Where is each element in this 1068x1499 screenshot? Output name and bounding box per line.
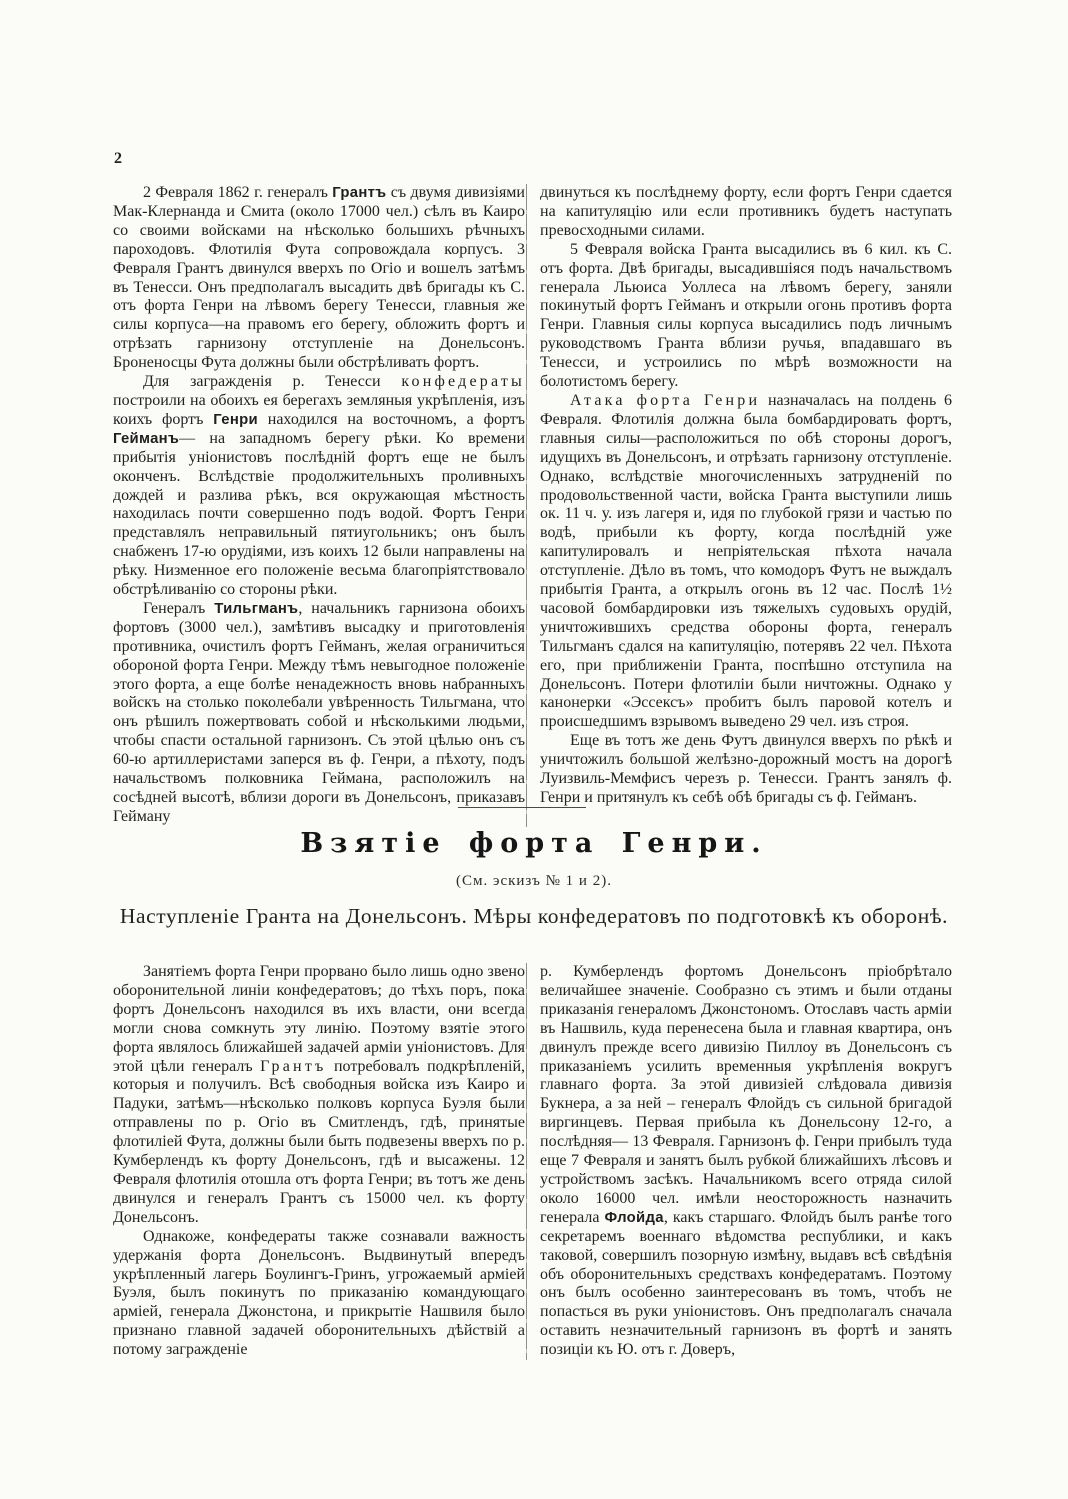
- paragraph: [113, 963, 525, 1228]
- body-text: Еще въ тотъ же день Футъ двинулся вверхъ по рѣкѣ и уничтожилъ большой желѣзно-дорожный мостъ на дорогѣ Луизвиль-Мемфисъ черезъ р. Тенесси. Грантъ занялъ ф. Генри и притянулъ къ себѣ обѣ бригады съ ф. Гейманъ.: [540, 732, 952, 806]
- chapter-title: Взятіе форта Генри.: [300, 828, 768, 859]
- emphasized-text: Атака форта Генри: [570, 391, 761, 409]
- emphasized-text: Грантъ: [332, 185, 387, 201]
- emphasized-text: Флойда: [604, 1209, 664, 1226]
- emphasized-text: Тильгманъ: [214, 600, 299, 617]
- paragraph: [540, 392, 952, 732]
- page-number: 2: [114, 150, 122, 167]
- body-text: 2 Февраля 1862 г. генералъ: [143, 184, 333, 201]
- body-text: , какъ старшаго. Флойдъ былъ ранѣе того секретаремъ военнаго вѣдомства республики, и какъ таковой, совершилъ позорную измѣну, выдавъ всѣ свѣдѣнія объ оборонительныхъ средствахъ конфедератамъ. Поэтому онъ былъ особенно заинтересованъ въ томъ, чтобъ не попасться въ руки уніонистовъ. Онъ предполагалъ сначала оставить незначительный гарнизонъ въ фортѣ и занять позиціи къ Ю. отъ г. Доверъ,: [540, 1208, 952, 1359]
- emphasized-text: Генри: [213, 411, 258, 428]
- section-heading: Наступленіе Гранта на Донельсонъ. Мѣры конфедератовъ по подготовкѣ къ оборонѣ.: [119, 904, 949, 928]
- paragraph: [540, 963, 952, 1360]
- paragraph: [113, 1228, 525, 1360]
- paragraph: [113, 373, 525, 600]
- top-right-column: [540, 184, 952, 827]
- body-text: — на западномъ берегу рѣки. Ко времени прибытія уніонистовъ послѣдній фортъ еще не былъ оконченъ. Вслѣдствіе продолжительныхъ проливныхъ дождей и разлива рѣкъ, вся окружающая мѣстность находилась почти совершенно подъ водой. Фортъ Генри представлялъ неправильный пятиугольникъ; онъ былъ снабженъ 17-ю орудіями, изъ коихъ 12 были направлены на рѣку. Низменное его положеніе весьма благопріятствовало обстрѣливанію со стороны рѣки.: [113, 429, 525, 599]
- emphasized-text: конфедераты: [401, 373, 525, 391]
- body-text: Для загражденія р. Тенесси: [143, 373, 402, 391]
- body-text: построили на обоихъ ея берегахъ земляныя укрѣпленія, изъ коихъ фортъ: [113, 391, 525, 428]
- body-text: , начальникъ гарнизона обоихъ фортовъ (3000 чел.), замѣтивъ высадку и приготовленія противника, очистилъ фортъ Гейманъ, желая ограничиться обороной форта Генри. Между тѣмъ невыгодное положеніе этого форта, а еще болѣе ненадежность вновь набранныхъ войскъ на столько поколебали увѣренность Тильгмана, что онъ рѣшилъ пожертвовать собой и нѣсколькими людьми, чтобы спасти остальной гарнизонъ. Съ этой цѣлью онъ съ 60-ю артиллеристами заперся въ ф. Генри, а пѣхоту, подъ начальствомъ полковника Геймана, расположилъ на сосѣдней высотѣ, вблизи дороги въ Донельсонъ, приказавъ Гейману: [113, 599, 526, 825]
- emphasized-text: Грантъ: [260, 1057, 327, 1075]
- body-text: двинуться къ послѣднему форту, если фортъ Генри сдается на капитуляцію или если противникъ будетъ наступать превосходными силами.: [540, 184, 952, 239]
- bottom-right-column: [540, 963, 952, 1360]
- body-text: р. Кумберлендъ фортомъ Донельсонъ пріобрѣтало величайшее значеніе. Сообразно съ этимъ и были отданы приказанія генераломъ Джонстономъ. Отославъ часть арміи въ Нашвиль, куда перенесена была и главная квартира, онъ двинулъ прежде всего дивизію Пиллоу въ Донельсонъ съ приказаніемъ усилить временныя укрѣпленія вокругъ главнаго форта. За этой дивизіей слѣдовала дивизія Букнера, а за ней – генералъ Флойдъ съ сильной бригадой виргинцевъ. Первая прибыла къ Донельсону 12-го, а послѣдняя— 13 Февраля. Гарнизонъ ф. Генри прибылъ туда еще 7 Февраля и занятъ былъ рубкой ближайшихъ лѣсовъ и устройствомъ засѣкъ. Начальникомъ всего отряда силой около 16000 чел. имѣли неосторожность назначить генерала: [540, 963, 952, 1226]
- body-text: потребовалъ подкрѣпленій, которыя и получилъ. Всѣ свободныя войска изъ Каиро и Падуки, затѣмъ—нѣсколько полковъ корпуса Буэля были отправлены по р. Огіо въ Смитлендъ, гдѣ, принятые флотиліей Фута, должны были быть подвезены вверхъ по р. Кумберлендъ къ форту Донельсонъ, гдѣ и высажены. 12 Февраля флотилія отошла отъ форта Генри; въ тотъ же день двинулся и генералъ Грантъ съ 15000 чел. къ форту Донельсонъ.: [113, 1057, 526, 1226]
- top-left-column: [113, 184, 525, 827]
- paragraph: [113, 600, 525, 827]
- column-divider-rule: [526, 184, 527, 827]
- body-text: съ двумя дивизіями Мак-Клернанда и Смита (около 17000 чел.) сѣлъ въ Каиро со своими войсками на нѣсколько большихъ рѣчныхъ пароходовъ. Флотилія Фута сопровождала корпусъ. 3 Февраля Грантъ двинулся вверхъ по Огіо и вошелъ затѣмъ въ Тенесси. Онъ предполагалъ высадить двѣ бригады къ С. отъ форта Генри на лѣвомъ берегу Тенесси, главныя же силы корпуса—на правомъ его берегу, обложить фортъ и отрѣзать гарнизону отступленіе на Донельсонъ. Броненосцы Фута должны были обстрѣливать фортъ.: [113, 184, 525, 372]
- body-text: Однакоже, конфедераты также сознавали важность удержанія форта Донельсонъ. Выдвинутый впередъ укрѣпленный лагерь Боулингъ-Гринъ, угрожаемый арміей Буэля, былъ покинутъ по приказанію командующаго арміей, генерала Джонстона, и прикрытіе Нашвиля было признано главной задачей оборонительныхъ дѣйствій а потому загражденіе: [113, 1227, 525, 1359]
- paragraph: [540, 184, 952, 241]
- paragraph: [540, 732, 952, 808]
- bottom-text-section: [113, 963, 953, 1360]
- bottom-left-column: [113, 963, 525, 1360]
- body-text: 5 Февраля войска Гранта высадились въ 6 кил. къ С. отъ форта. Двѣ бригады, высадившіяся подъ начальствомъ генерала Льюиса Уоллеса на лѣвомъ берегу, заняли покинутый фортъ Гейманъ и открыли огонь противъ форта Генри. Главныя силы корпуса высадились подъ личнымъ руководствомъ Гранта вблизи ручья, впадавшаго въ Тенесси, и устроились по мѣрѣ возможности на болотистомъ берегу.: [540, 240, 952, 391]
- body-text: Занятіемъ форта Генри прорвано было лишь одно звено оборонительной линіи конфедератовъ; до тѣхъ поръ, пока фортъ Донельсонъ находился въ ихъ власти, они всегда могли снова сомкнуть эту линію. Поэтому взятіе этого форта являлось ближайшей задачей арміи уніонистовъ. Для этой цѣли генералъ: [113, 963, 525, 1075]
- paragraph: [540, 241, 952, 392]
- body-text: находился на восточномъ, а фортъ: [257, 410, 526, 428]
- top-text-section: [113, 184, 953, 827]
- section-divider-rule: [458, 807, 586, 808]
- emphasized-text: Гейманъ: [113, 430, 180, 447]
- column-divider-rule: [526, 963, 527, 1360]
- body-text: Генералъ: [143, 599, 215, 617]
- paragraph: [113, 184, 525, 373]
- body-text: назначалась на полдень 6 Февраля. Флотилія должна была бомбардировать фортъ, главныя силы—расположиться по обѣ стороны дорогъ, идущихъ въ Донельсонъ, и отрѣзать гарнизону отступленіе. Однако, вслѣдствіе многочисленныхъ затрудненій по продовольственной части, войска Гранта выступили лишь ок. 11 ч. у. изъ лагеря и, идя по глубокой грязи и частью по водѣ, прибыли къ форту, когда послѣдній уже капитулировалъ и непріятельская пѣхота начала отступленіе. Дѣло въ томъ, что комодоръ Футъ не выждалъ прибытія Гранта, а открылъ огонь въ 12 час. Послѣ 1½ часовой бомбардировки изъ тяжелыхъ судовыхъ орудій, уничтожившихъ средства обороны форта, генералъ Тильгманъ сдался на капитуляцію, потерявъ 22 чел. Пѣхота его, при приближеніи Гранта, поспѣшно отступила на Донельсонъ. Потери флотиліи были ничтожны. Однако у канонерки «Эссексъ» пробитъ былъ паровой котелъ и происшедшимъ взрывомъ выведено 29 чел. изъ строя.: [540, 391, 952, 731]
- chapter-subtitle: (См. эскизъ № 1 и 2).: [456, 873, 612, 889]
